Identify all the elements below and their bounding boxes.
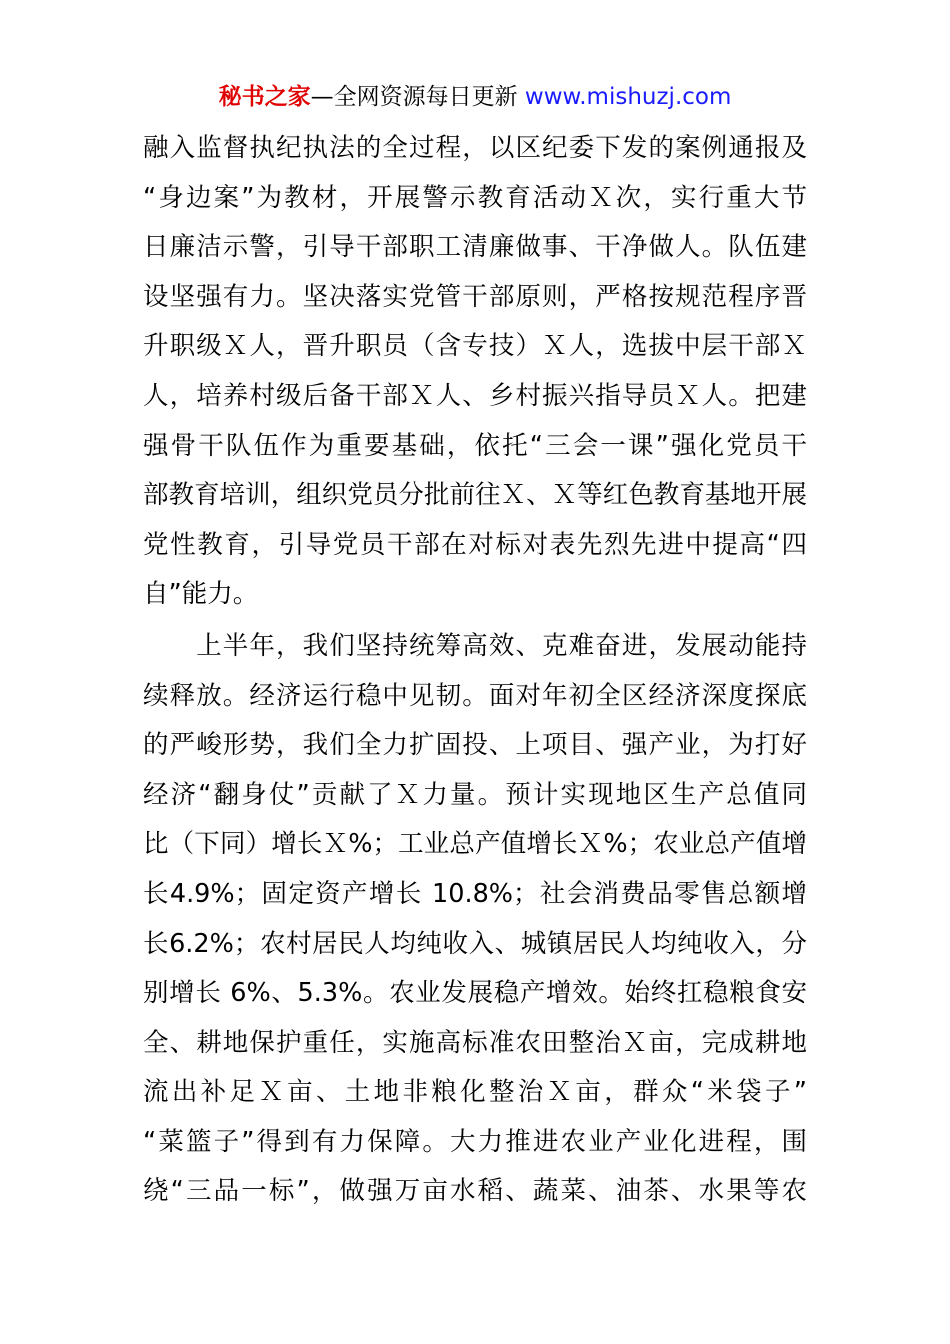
text-line: “身边案”为教材，开展警示教育活动Ｘ次，实行重大节 (143, 182, 807, 213)
page-header (0, 82, 950, 112)
text-line: 流出补足Ｘ亩、土地非粮化整治Ｘ亩，群众“米袋子” (143, 1077, 807, 1108)
site-url[interactable]: www.mishuzj.com (524, 84, 732, 110)
text-line: 融入监督执纪执法的全过程，以区纪委下发的案例通报及 (143, 133, 807, 163)
paragraph (143, 124, 807, 620)
text-line: 强骨干队伍作为重要基础，依托“三会一课”强化党员干 (143, 430, 807, 461)
site-brand: 秘书之家 (218, 84, 311, 110)
text-line: 部教育培训，组织党员分批前往Ｘ、Ｘ等红色教育基地开展 (143, 480, 807, 511)
text-line: 设坚强有力。坚决落实党管干部原则，严格按规范程序晋 (143, 281, 807, 312)
text-line: 比（下同）增长Ｘ%；工业总产值增长Ｘ%；农业总产值增 (143, 829, 807, 860)
text-line: 绕“三品一标”，做强万亩水稻、蔬菜、油茶、水果等农 (143, 1176, 807, 1207)
text-line: 日廉洁示警，引导干部职工清廉做事、干净做人。队伍建 (143, 232, 807, 263)
text-line: 长6.2%；农村居民人均纯收入、城镇居民人均纯收入，分 (143, 928, 807, 959)
text-line: 上半年，我们坚持统筹高效、克难奋进，发展动能持 (143, 630, 807, 661)
text-line: 别增长 6%、5.3%。农业发展稳产增效。始终扛稳粮食安 (143, 978, 807, 1009)
site-tagline: —全网资源每日更新 (310, 84, 518, 110)
text-line: 的严峻形势，我们全力扩固投、上项目、强产业，为打好 (143, 730, 807, 761)
text-line: 续释放。经济运行稳中见韧。面对年初全区经济深度探底 (143, 680, 807, 711)
text-line: “菜篮子”得到有力保障。大力推进农业产业化进程，围 (143, 1126, 807, 1157)
text-line: 升职级Ｘ人，晋升职员（含专技）Ｘ人，选拔中层干部Ｘ (143, 331, 807, 362)
text-line: 自”能力。 (143, 579, 259, 610)
text-line: 全、耕地保护重任，实施高标准农田整治Ｘ亩，完成耕地 (143, 1027, 807, 1058)
text-line: 经济“翻身仗”贡献了Ｘ力量。预计实现地区生产总值同 (143, 779, 807, 810)
text-line: 党性教育，引导党员干部在对标对表先烈先进中提高“四 (143, 529, 807, 560)
text-line: 人，培养村级后备干部Ｘ人、乡村振兴指导员Ｘ人。把建 (143, 380, 807, 411)
paragraph (143, 622, 807, 1217)
text-line: 长4.9%；固定资产增长 10.8%；社会消费品零售总额增 (143, 878, 807, 909)
document-body (143, 124, 807, 1217)
